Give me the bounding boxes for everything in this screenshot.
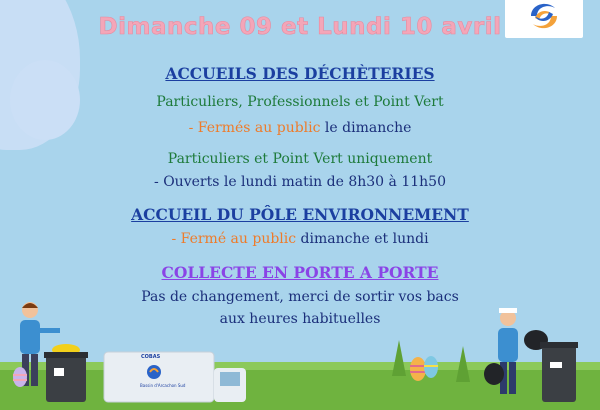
- worker-with-bags-illustration: [482, 306, 582, 403]
- section-title-pole-environnement: ACCUEIL DU PÔLE ENVIRONNEMENT: [131, 205, 469, 224]
- easter-egg-icon: [422, 354, 440, 380]
- pole-closed-rest: dimanche et lundi: [296, 231, 429, 247]
- collecte-line-2: aux heures habituelles: [219, 311, 381, 327]
- section-title-collecte: COLLECTE EN PORTE A PORTE: [161, 263, 439, 282]
- open-monday-line: - Ouverts le lundi matin de 8h30 à 11h50: [154, 174, 446, 190]
- easter-egg-icon: [10, 366, 30, 388]
- closed-highlight: - Fermés au public: [188, 120, 321, 136]
- collecte-line-1: Pas de changement, merci de sortir vos bacs: [141, 289, 459, 305]
- pole-closed-highlight: - Fermé au public: [171, 231, 297, 247]
- subtitle-particuliers-point-vert: Particuliers et Point Vert uniquement: [167, 151, 433, 167]
- pole-closed-line: [0, 231, 600, 247]
- subtitle-particuliers-pros: Particuliers, Professionnels et Point Vert: [156, 94, 444, 110]
- closed-rest: le dimanche: [320, 120, 412, 136]
- grass-tuft: [456, 346, 470, 382]
- truck-subtitle: Bassin d'Arcachon Sud: [140, 383, 186, 388]
- truck-brand: COBAS: [141, 354, 161, 360]
- closed-sunday-line: [0, 120, 600, 136]
- page-title: Dimanche 09 et Lundi 10 avril: [98, 14, 502, 40]
- garbage-truck-illustration: [100, 350, 250, 403]
- grass-tuft: [392, 340, 406, 376]
- section-title-decheteries: ACCUEILS DES DÉCHÈTERIES: [165, 64, 435, 83]
